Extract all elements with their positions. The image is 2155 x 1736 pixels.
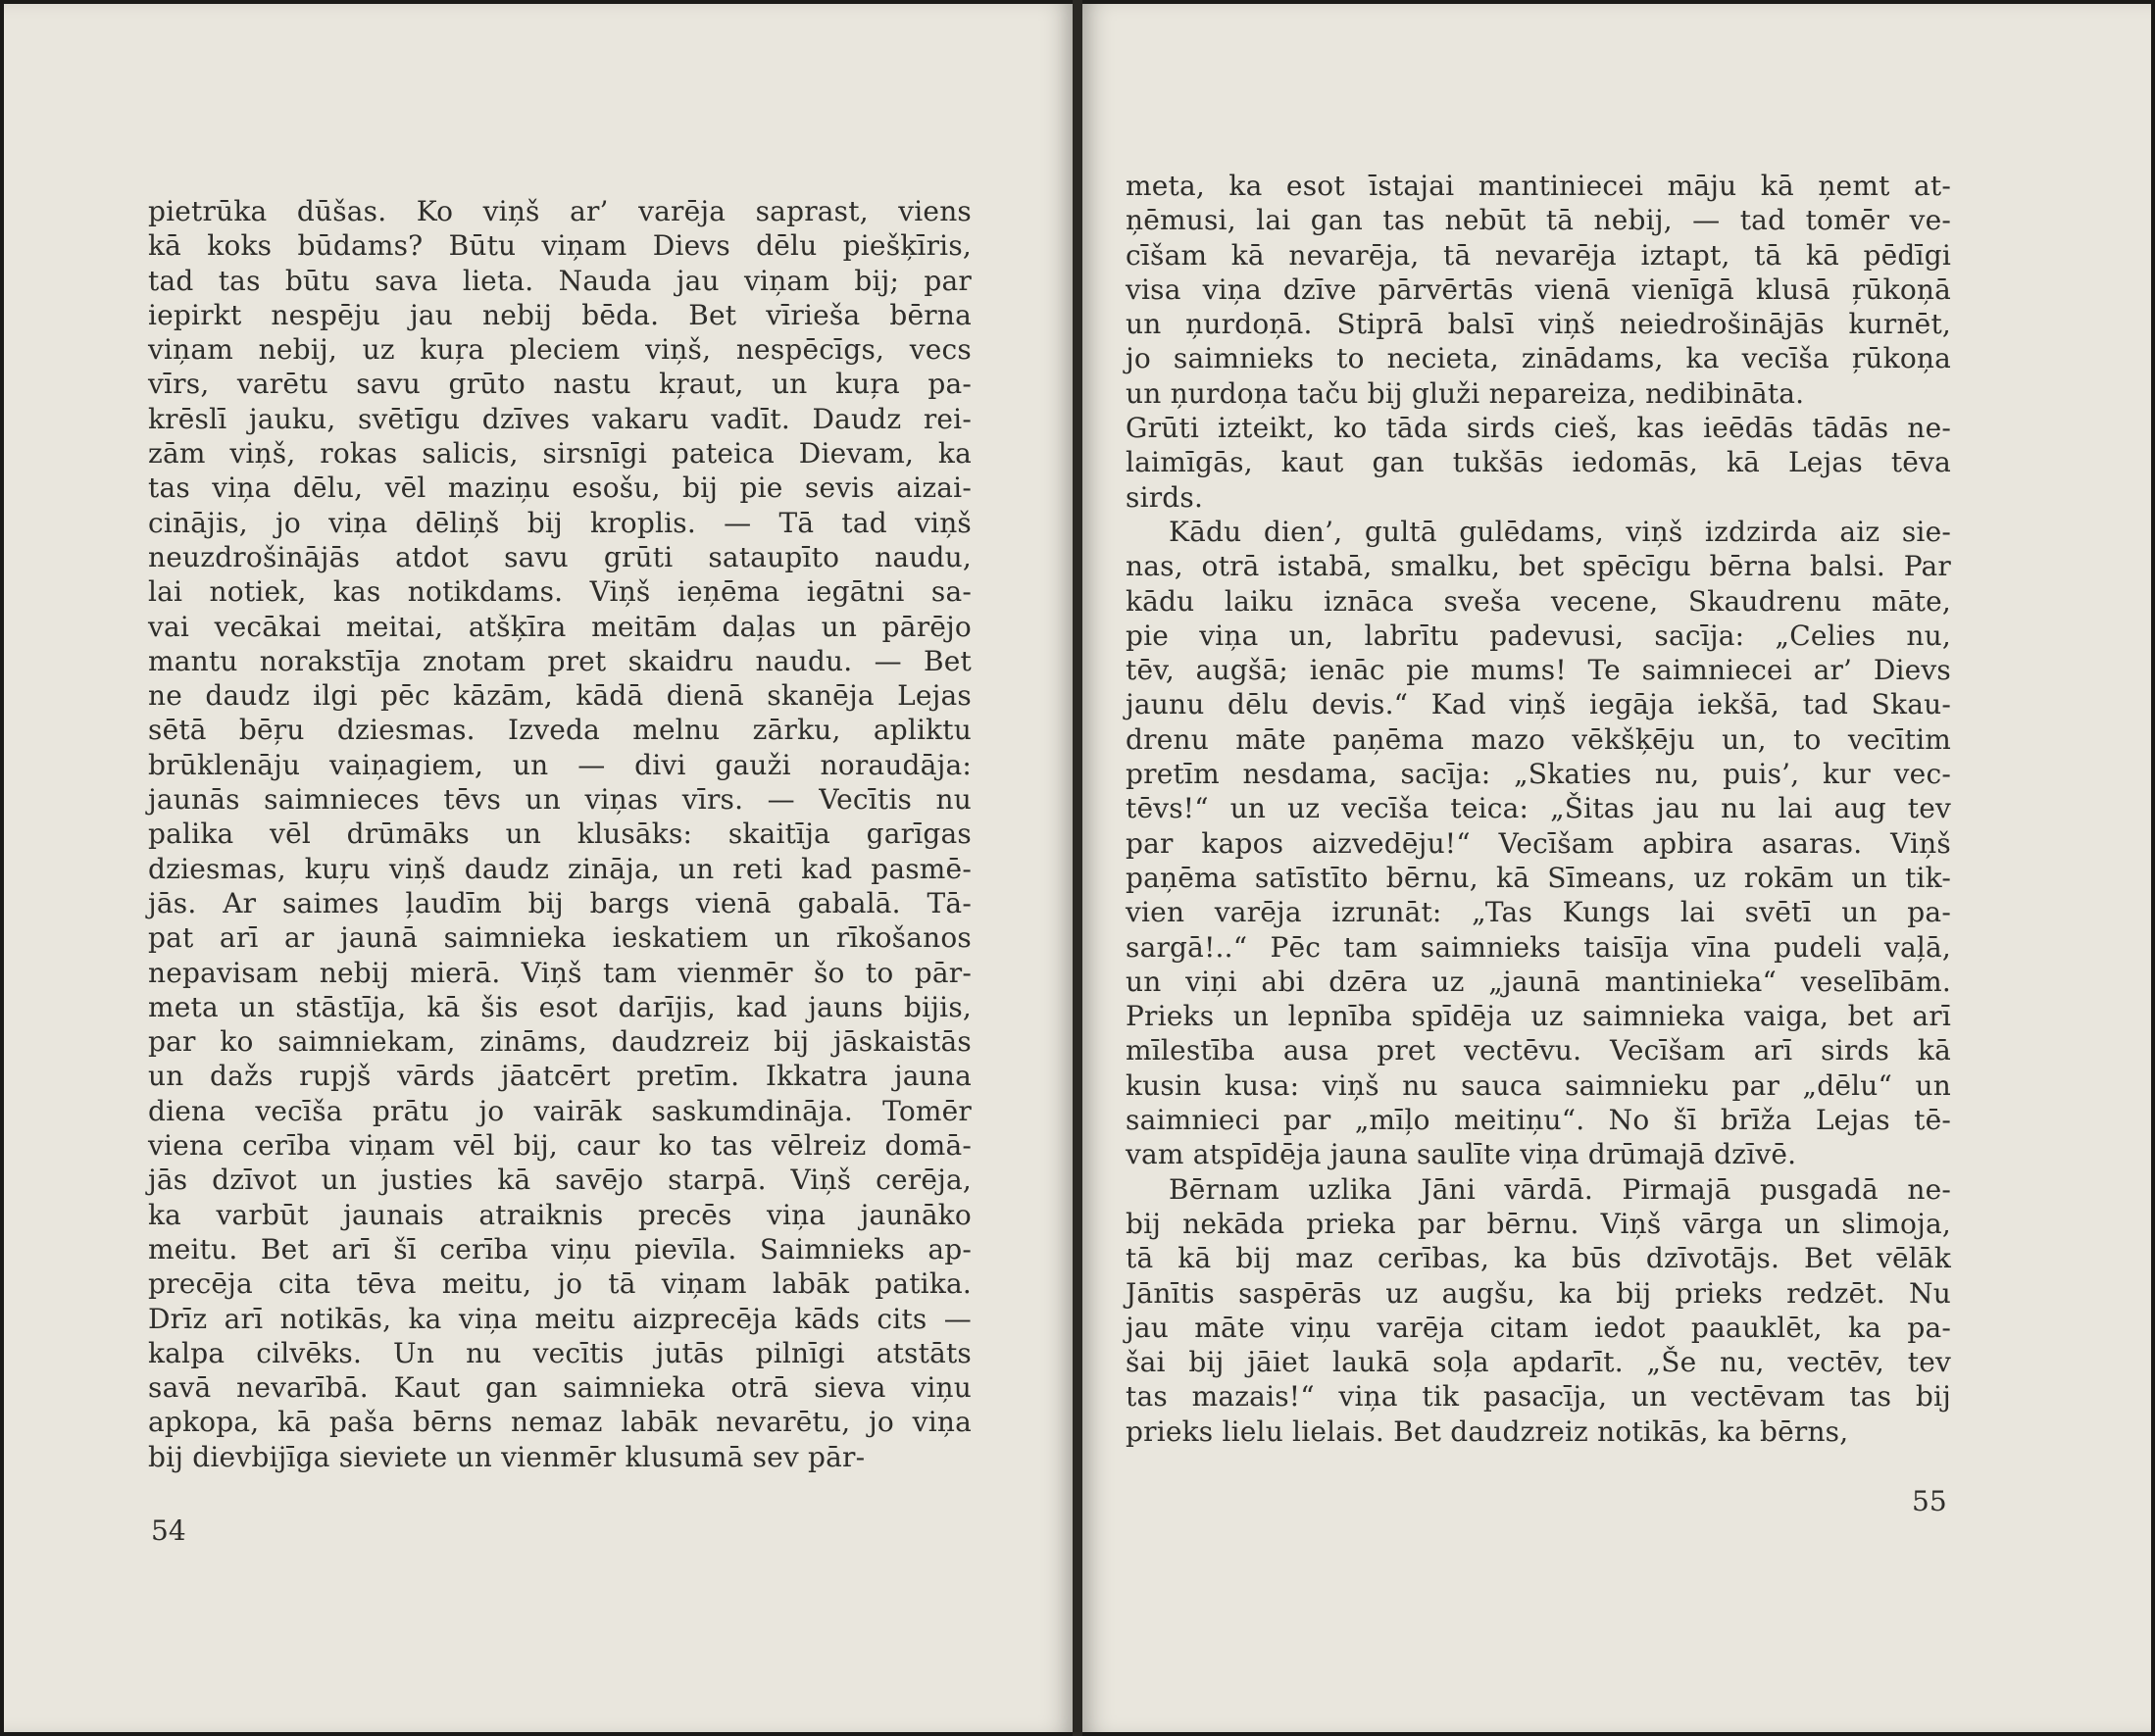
text-line: bij nekāda prieka par bērnu. Viņš vārga un slimoja, (1126, 1207, 1951, 1240)
text-line: tas mazais!“ viņa tik pasacīja, un vectēvam tas bij (1126, 1380, 1951, 1414)
text-line: par ko saimniekam, zināms, daudzreiz bij jāskaistās (148, 1025, 972, 1059)
text-line: jaunās saimnieces tēvs un viņas vīrs. — Vecītis nu (148, 783, 972, 817)
text-line: krēslī jauku, svētīgu dzīves vakaru vadīt. Daudz rei- (148, 402, 972, 435)
text-line: neuzdrošinājās atdot savu grūti sataupīto naudu, (148, 540, 972, 573)
left-page-text (148, 194, 972, 1474)
text-line: Prieks un lepnība spīdēja uz saimnieka vaiga, bet arī (1126, 1000, 1951, 1033)
text-line: savā nevarībā. Kaut gan saimnieka otrā sieva viņu (148, 1371, 972, 1405)
text-line: meta un stāstīja, kā šis esot darījis, kad jauns bijis, (148, 990, 972, 1023)
text-line: cīšam kā nevarēja, tā nevarēja iztapt, tā kā pēdīgi (1126, 238, 1951, 272)
text-line: pietrūka dūšas. Ko viņš ar’ varēja saprast, viens (148, 195, 972, 227)
text-line: jās dzīvot un justies kā savējo starpā. Viņš cerēja, (148, 1164, 972, 1197)
text-line: ka varbūt jaunais atraiknis precēs viņa jaunāko (148, 1198, 972, 1231)
text-line: lai notiek, kas notikdams. Viņš ieņēma iegātni sa- (148, 575, 972, 609)
text-line: Kādu dien’, gultā gulēdams, viņš izdzirda aiz sie- (1169, 515, 1951, 548)
text-line: un dažs rupjš vārds jāatcērt pretīm. Ikkatra jauna (148, 1060, 972, 1093)
text-line: ņēmusi, lai gan tas nebūt tā nebij, — tad tomēr ve- (1126, 204, 1951, 237)
text-line: bij dievbijīga sieviete un vienmēr klusumā sev pār- (148, 1440, 866, 1473)
text-line: pretīm nesdama, sacīja: „Skaties nu, puis’, kur vec- (1126, 758, 1951, 791)
text-line: sētā bēŗu dziesmas. Izveda melnu zārku, apliktu (148, 714, 972, 747)
text-line: visa viņa dzīve pārvērtās vienā vienīgā klusā ŗūkoņā (1126, 273, 1951, 306)
left-page (4, 4, 1073, 1732)
text-line: viena cerība viņam vēl bij, caur ko tas vēlreiz domā- (148, 1129, 972, 1163)
text-line: precēja cita tēva meitu, jo tā viņam labāk patika. (148, 1267, 972, 1301)
text-line: tēvs!“ un uz vecīša teica: „Šitas jau nu lai aug tev (1126, 792, 1951, 825)
text-line: jo saimnieks to necieta, zinādams, ka vecīša ŗūkoņa (1126, 342, 1951, 375)
text-line: šai bij jāiet laukā soļa apdarīt. „Še nu, vectēv, tev (1126, 1346, 1951, 1379)
text-line: un ņurdoņā. Stiprā balsī viņš neiedrošinājās kurnēt, (1126, 308, 1951, 341)
text-line: prieks lielu lielais. Bet daudzreiz notikās, ka bērns, (1126, 1414, 1849, 1448)
text-line: saimnieci par „mīļo meitiņu“. No šī brīža Lejas tē- (1126, 1104, 1951, 1137)
text-line: pie viņa un, labrītu padevusi, sacīja: „Celies nu, (1126, 619, 1951, 652)
text-line: Drīz arī notikās, ka viņa meitu aizprecēja kāds cits — (148, 1302, 972, 1335)
text-line: diena vecīša prātu jo vairāk saskumdināja. Tomēr (148, 1094, 972, 1127)
text-line: tēv, augšā; ienāc pie mums! Te saimniecei ar’ Dievs (1126, 654, 1951, 687)
text-line: Bērnam uzlika Jāni vārdā. Pirmajā pusgadā ne- (1169, 1172, 1951, 1206)
text-line: paņēma satīstīto bērnu, kā Sīmeans, uz rokām un tik- (1126, 861, 1951, 894)
text-line: tad tas būtu sava lieta. Nauda jau viņam bij; par (148, 264, 972, 297)
text-line: tas viņa dēlu, vēl maziņu esošu, bij pie sevis aizai- (148, 471, 972, 505)
text-line: meitu. Bet arī šī cerība viņu pievīla. Saimnieks ap- (148, 1232, 972, 1265)
text-line: kā koks būdams? Būtu viņam Dievs dēlu piešķīris, (148, 229, 972, 263)
text-line: viņam nebij, uz kuŗa pleciem viņš, nespēcīgs, vecs (148, 333, 972, 367)
right-page-text (1126, 169, 1951, 1449)
text-line: Grūti izteikt, ko tāda sirds cieš, kas ieēdās tādās ne- (1126, 412, 1951, 445)
text-line: cinājis, jo viņa dēliņš bij kroplis. — Tā tad viņš (148, 506, 972, 539)
text-line: jās. Ar saimes ļaudīm bij bargs vienā gabalā. Tā- (148, 886, 972, 919)
text-line: vien varēja izrunāt: „Tas Kungs lai svētī un pa- (1126, 896, 1951, 929)
text-line: nas, otrā istabā, smalku, bet spēcīgu bērna balsi. Par (1126, 550, 1951, 583)
right-page-number: 55 (1912, 1485, 1947, 1517)
text-line: vai vecākai meitai, atšķīra meitām daļas un pārējo (148, 610, 972, 643)
text-line: ne daudz ilgi pēc kāzām, kādā dienā skanēja Lejas (148, 679, 972, 713)
text-line: un viņi abi dzēra uz „jaunā mantinieka“ veselībām. (1126, 965, 1951, 998)
text-line: kādu laiku iznāca sveša vecene, Skaudrenu māte, (1126, 584, 1951, 618)
text-line: iepirkt nespēju jau nebij bēda. Bet vīrieša bērna (148, 298, 972, 331)
text-line: jau māte viņu varēja citam iedot paauklēt, ka pa- (1126, 1311, 1951, 1344)
text-line: laimīgās, kaut gan tukšās iedomās, kā Lejas tēva (1126, 446, 1951, 479)
text-line: sirds. (1126, 480, 1204, 514)
text-line: kusin kusa: viņš nu sauca saimnieku par „dēlu“ un (1126, 1068, 1951, 1102)
text-line: palika vēl drūmāks un klusāks: skaitīja garīgas (148, 818, 972, 851)
text-line: vam atspīdēja jauna saulīte viņa drūmajā dzīvē. (1126, 1138, 1797, 1171)
text-line: tā kā bij maz cerības, ka būs dzīvotājs. Bet vēlāk (1126, 1242, 1951, 1275)
text-line: vīrs, varētu savu grūto nastu kŗaut, un kuŗa pa- (148, 368, 972, 401)
text-line: un ņurdoņa taču bij gluži nepareiza, nedibināta. (1126, 376, 1805, 410)
text-line: nepavisam nebij mierā. Viņš tam vienmēr šo to pār- (148, 956, 972, 989)
text-line: jaunu dēlu devis.“ Kad viņš iegāja iekšā, tad Skau- (1126, 688, 1951, 721)
text-line: par kapos aizvedēju!“ Vecīšam apbira asaras. Viņš (1126, 826, 1951, 860)
text-line: meta, ka esot īstajai mantiniecei māju kā ņemt at- (1126, 170, 1951, 202)
text-line: mīlestība ausa pret vectēvu. Vecīšam arī sirds kā (1126, 1034, 1951, 1067)
left-page-number: 54 (151, 1514, 186, 1547)
text-line: mantu norakstīja znotam pret skaidru naudu. — Bet (148, 644, 972, 677)
text-line: drenu māte paņēma mazo vēkšķēju un, to vecītim (1126, 722, 1951, 756)
text-line: Jānītis saspērās uz augšu, ka bij prieks redzēt. Nu (1126, 1276, 1951, 1310)
text-line: apkopa, kā paša bērns nemaz labāk nevarētu, jo viņa (148, 1406, 972, 1439)
text-line: zām viņš, rokas salicis, sirsnīgi pateica Dievam, ka (148, 437, 972, 471)
right-page (1082, 4, 2151, 1732)
text-line: kalpa cilvēks. Un nu vecītis jutās pilnīgi atstāts (148, 1336, 972, 1369)
book-gutter (1073, 0, 1082, 1736)
text-line: brūklenāju vaiņagiem, un — divi gauži noraudāja: (148, 748, 972, 781)
text-line: sargā!..“ Pēc tam saimnieks taisīja vīna pudeli vaļā, (1126, 930, 1951, 964)
text-line: dziesmas, kuŗu viņš daudz zināja, un reti kad pasmē- (148, 852, 972, 885)
text-line: pat arī ar jaunā saimnieka ieskatiem un rīkošanos (148, 921, 972, 955)
